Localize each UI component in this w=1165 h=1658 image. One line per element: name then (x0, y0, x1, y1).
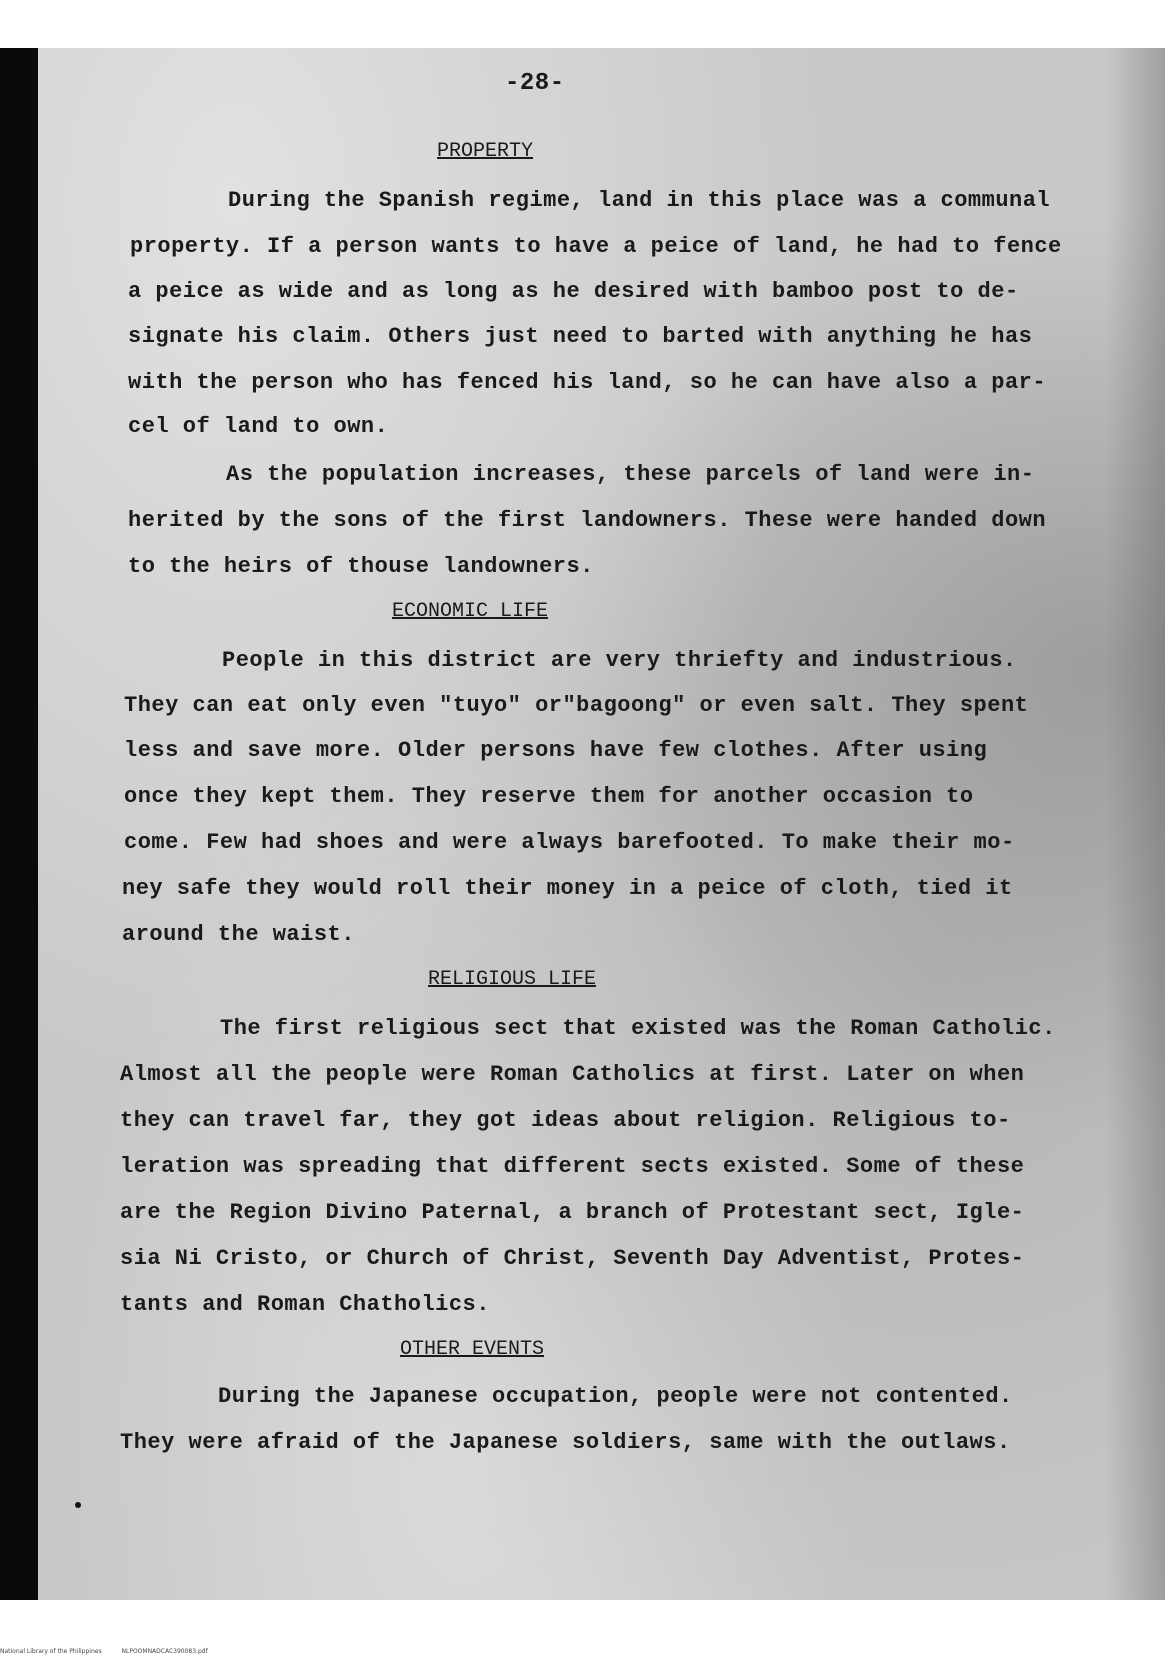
heading-other-events: OTHER EVENTS (400, 1338, 545, 1361)
text-line: property. If a person wants to have a peice of land, he had to fence (130, 234, 1062, 259)
text-line: They were afraid of the Japanese soldiers, same with the outlaws. (120, 1430, 1011, 1455)
heading-property: PROPERTY (437, 140, 534, 163)
text-line: During the Japanese occupation, people were not contented. (218, 1384, 1013, 1409)
scan-border (0, 48, 38, 1600)
heading-religious-life: RELIGIOUS LIFE (428, 968, 597, 991)
text-line: ney safe they would roll their money in a peice of cloth, tied it (122, 876, 1013, 901)
document-page (0, 48, 1165, 1600)
text-line: signate his claim. Others just need to barted with anything he has (128, 324, 1033, 349)
footer (0, 1648, 226, 1655)
text-line: once they kept them. They reserve them for another occasion to (124, 784, 974, 809)
text-line: cel of land to own. (128, 414, 389, 439)
text-line: come. Few had shoes and were always barefooted. To make their mo- (124, 830, 1015, 855)
text-line: a peice as wide and as long as he desired with bamboo post to de- (128, 279, 1019, 304)
text-line: tants and Roman Chatholics. (120, 1292, 490, 1317)
text-line: During the Spanish regime, land in this place was a communal (228, 188, 1051, 213)
footer-file: NLPOOMNADCAC390083.pdf (121, 1648, 208, 1655)
text-line: are the Region Divino Paternal, a branch of Protestant sect, Igle- (120, 1200, 1025, 1225)
text-line: to the heirs of thouse landowners. (128, 554, 594, 579)
text-line: they can travel far, they got ideas about religion. Religious to- (120, 1108, 1011, 1133)
footer-library: National Library of the Philippines (0, 1648, 102, 1655)
text-line: around the waist. (122, 922, 355, 947)
text-line: The first religious sect that existed was the Roman Catholic. (220, 1016, 1056, 1041)
ink-mark (75, 1502, 81, 1508)
heading-economic-life: ECONOMIC LIFE (392, 600, 549, 623)
text-line: leration was spreading that different sects existed. Some of these (120, 1154, 1025, 1179)
text-line: with the person who has fenced his land, so he can have also a par- (128, 370, 1047, 395)
scan-shadow (1105, 48, 1165, 1600)
text-line: As the population increases, these parcels of land were in- (226, 462, 1035, 487)
page-number: -28- (505, 70, 565, 97)
text-line: Almost all the people were Roman Catholics at first. Later on when (120, 1062, 1025, 1087)
text-line: less and save more. Older persons have few clothes. After using (124, 738, 988, 763)
text-line: herited by the sons of the first landowners. These were handed down (128, 508, 1047, 533)
text-line: sia Ni Cristo, or Church of Christ, Seventh Day Adventist, Protes- (120, 1246, 1025, 1271)
text-line: They can eat only even "tuyo" or"bagoong" or even salt. They spent (124, 693, 1029, 718)
text-line: People in this district are very thriefty and industrious. (222, 648, 1017, 673)
